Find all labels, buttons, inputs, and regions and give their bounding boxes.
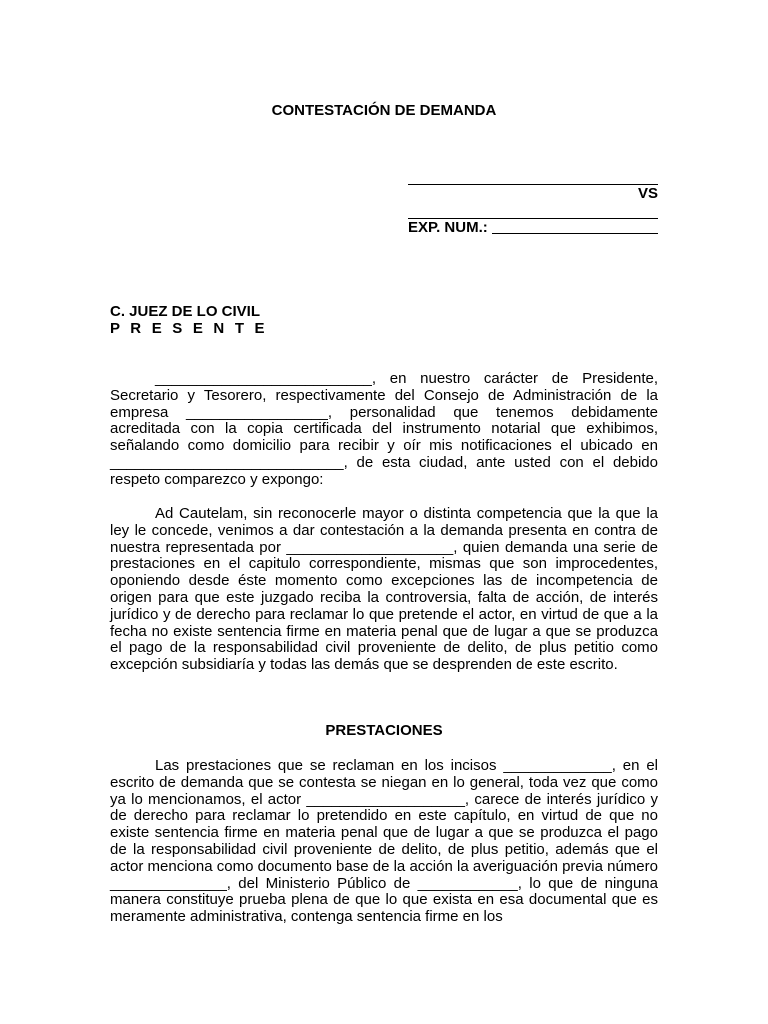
paragraph-ad-cautelam-text: Ad Cautelam, sin reconocerle mayor o distinta competencia que la que la ley le concede, venimos a dar contestación a la demanda presenta en contra de nuestra representada por ____________________, quien demanda una serie de prestaciones en el capitulo correspondiente, mismas que son improcedentes, oponiendo desde éste momento como excepciones las de incompetencia de origen para que este juzgado reciba la controversia, falta de acción, de interés jurídico y de derecho para reclamar lo que pretende el actor, en virtud de que a la fecha no existe sentencia firme en materia penal que de lugar a que se produzca el pago de la responsabilidad civil proveniente de delito, de plus petitio como excepción subsidiaría y todas las demás que se desprenden de este escrito. [110,505,658,674]
paragraph-introduction [110,371,658,489]
document-title: CONTESTACIÓN DE DEMANDA [271,102,497,119]
addressee-judge: C. JUEZ DE LO CIVIL [110,303,261,320]
defendant-blank-line [408,202,658,219]
addressee-block [110,303,268,337]
paragraph-prestaciones [110,758,658,926]
case-header [408,170,658,236]
plaintiff-blank-line [408,170,658,185]
paragraph-prestaciones-text: Las prestaciones que se reclaman en los incisos _____________, en el escrito de demanda que se contesta se niegan en lo general, toda vez que como ya lo mencionamos, el actor ___________________, carece de interés jurídico y de derecho para reclamar lo pretendido en este capítulo, en virtud de que no existe sentencia firme en materia penal que de lugar a que se produzca el pago de la responsabilidad civil proveniente de delito, de plus petitio, además que el actor menciona como documento base de la acción la averiguación previa número ______________, del Ministerio Público de ____________, lo que de ninguna manera constituye prueba plena de que lo que exista en esa documental que es meramente administrativa, contenga sentencia firme en los [110,757,658,926]
case-number-label: EXP. NUM.: [408,219,488,236]
paragraph-introduction-text: __________________________, en nuestro carácter de Presidente, Secretario y Tesorero, respectivamente del Consejo de Administración de la empresa _________________, personalidad que tenemos debidamente acreditada con la copia certificada del instrumento notarial que exhibimos, señalando como domicilio para recibir y oír mis notificaciones el ubicado en ____________________________, de esta ciudad, ante usted con el debido respeto comparezco y expongo: [110,370,658,488]
case-number-row [408,219,658,236]
paragraph-ad-cautelam [110,506,658,674]
versus-label: VS [637,185,658,202]
section-heading-prestaciones: PRESTACIONES [325,722,443,739]
case-number-blank [492,219,658,234]
addressee-presente: P R E S E N T E [110,320,268,337]
